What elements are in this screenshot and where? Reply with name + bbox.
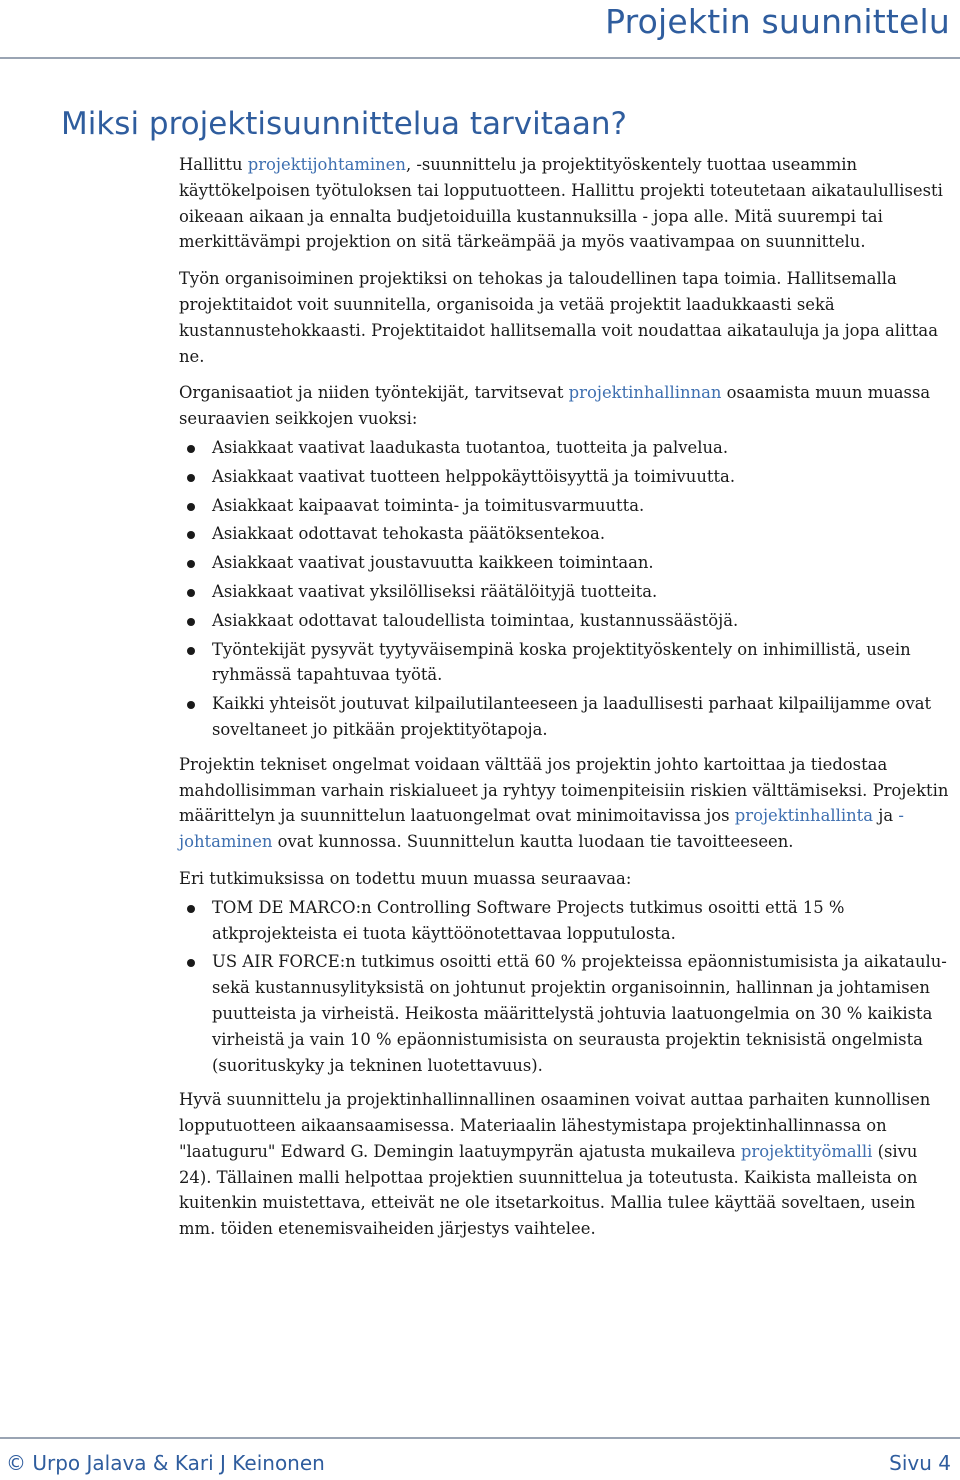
reasons-list xyxy=(179,435,951,743)
text-run: Hyvä suunnittelu ja projektinhallinnallinen osaaminen voivat auttaa parhaiten kunnollisen lopputuotteen aikaansaamisessa. Materiaalin lähestymistapa projektinhallinnassa on "laatuguru" Edward G. Demingin laatuympyrän ajatusta mukaileva xyxy=(179,1090,931,1161)
text-run: Projektin tekniset ongelmat voidaan välttää jos projektin johto kartoittaa ja tiedostaa mahdollisimman varhain riskialueet ja ryhtyy toimenpiteisiin riskien välttämiseksi. Projektin määrittelyn ja suunnittelun laatuongelmat ovat minimoitavissa jos xyxy=(179,754,949,826)
text-run: Organisaatiot ja niiden työntekijät, tarvitsevat xyxy=(179,383,569,403)
paragraph-studies: Eri tutkimuksissa on todettu muun muassa seuraavaa: xyxy=(179,868,632,888)
paragraph-reasons xyxy=(179,380,951,432)
list-item: Asiakkaat kaipaavat toiminta- ja toimitusvarmuutta. xyxy=(179,493,951,519)
text-run: osaamista muun muassa seuraavien seikkojen vuoksi: xyxy=(179,383,931,429)
link-projektijohtaminen[interactable]: projektijohtaminen xyxy=(247,155,406,174)
list-item: Asiakkaat vaativat laadukasta tuotantoa, tuotteita ja palvelua. xyxy=(179,435,951,461)
link-johtaminen[interactable]: -johtaminen xyxy=(179,806,904,852)
paragraph-technical xyxy=(179,752,951,855)
list-item: Työntekijät pysyvät tyytyväisempinä koska projektityöskentely on inhimillistä, usein ryhmässä tapahtuvaa työtä. xyxy=(179,637,951,689)
list-item: Asiakkaat vaativat yksilölliseksi räätälöityjä tuotteita. xyxy=(179,579,951,605)
list-item: Asiakkaat odottavat taloudellista toimintaa, kustannussäästöjä. xyxy=(179,608,951,634)
list-item: Kaikki yhteisöt joutuvat kilpailutilanteeseen ja laadullisesti parhaat kilpailijamme ovat soveltaneet jo pitkään projektityötapoja. xyxy=(179,691,951,743)
link-projektinhallinta[interactable]: projektinhallinta xyxy=(734,806,874,826)
document-body xyxy=(179,152,951,1242)
header-divider xyxy=(0,57,960,59)
text-run: , -suunnittelu ja projektityöskentely tuottaa useammin käyttökelpoisen työtuloksen tai lopputuotteen. Hallittu projekti toteutetaan aikataulullisesti oikeaan aikaan ja ennalta budjetoiduilla kustannuksilla - jopa alle. Mitä suurempi tai merkittävämpi projektion on sitä tärkeämpää ja myös vaativampaa on suunnittelu. xyxy=(179,155,943,252)
link-projektinhallinnan[interactable]: projektinhallinnan xyxy=(568,383,722,403)
list-item: US AIR FORCE:n tutkimus osoitti että 60 % projekteissa epäonnistumisista ja aikataulu- sekä kustannusylityksistä on johtunut projektin organisoinnin, hallinnan ja johtamisen puutteista ja virheistä. Heikosta määrittelystä johtuvia laatuongelmia on 30 % kaikista virheistä ja vain 10 % epäonnistumisista on seurausta projektin teknisistä ongelmista (suorituskyky ja tekninen luotettavuus). xyxy=(179,949,951,1078)
section-heading: Miksi projektisuunnittelua tarvitaan? xyxy=(61,106,627,142)
footer-page-number: Sivu 4 xyxy=(889,1451,951,1475)
list-item: Asiakkaat vaativat joustavuutta kaikkeen toimintaan. xyxy=(179,550,951,576)
list-item: Asiakkaat vaativat tuotteen helppokäyttöisyyttä ja toimivuutta. xyxy=(179,464,951,490)
text-run: ja xyxy=(873,806,899,826)
list-item: Asiakkaat odottavat tehokasta päätöksentekoa. xyxy=(179,521,951,547)
paragraph-intro xyxy=(179,152,951,255)
list-item: TOM DE MARCO:n Controlling Software Projects tutkimus osoitti että 15 % atkprojekteista ei tuota käyttöönotettavaa lopputulosta. xyxy=(179,895,951,947)
footer-copyright: © Urpo Jalava & Kari J Keinonen xyxy=(6,1451,325,1475)
paragraph-organisation: Työn organisoiminen projektiksi on tehokas ja taloudellinen tapa toimia. Hallitsemalla projektitaidot voit suunnitella, organisoida ja vetää projektit laadukkaasti sekä kustannustehokkaasti. Projektitaidot hallitsemalla voit noudattaa aikatauluja ja jopa alittaa ne. xyxy=(179,269,938,366)
footer-divider xyxy=(0,1437,960,1439)
page-header-title: Projektin suunnittelu xyxy=(605,2,950,41)
text-run: ovat kunnossa. Suunnittelun kautta luodaan tie tavoitteeseen. xyxy=(272,832,794,852)
link-projektityomalli[interactable]: projektityömalli xyxy=(740,1141,873,1161)
text-run: Hallittu xyxy=(179,155,248,174)
text-run: (sivu 24). Tällainen malli helpottaa projektien suunnittelua ja toteutusta. Kaikista malleista on kuitenkin muistettava, etteivät ne ole itsetarkoitus. Mallia tulee käyttää soveltaen, usein mm. töiden etenemisvaiheiden järjestys vaihtelee. xyxy=(179,1141,918,1239)
paragraph-planning xyxy=(179,1087,951,1242)
studies-list xyxy=(179,895,951,1079)
